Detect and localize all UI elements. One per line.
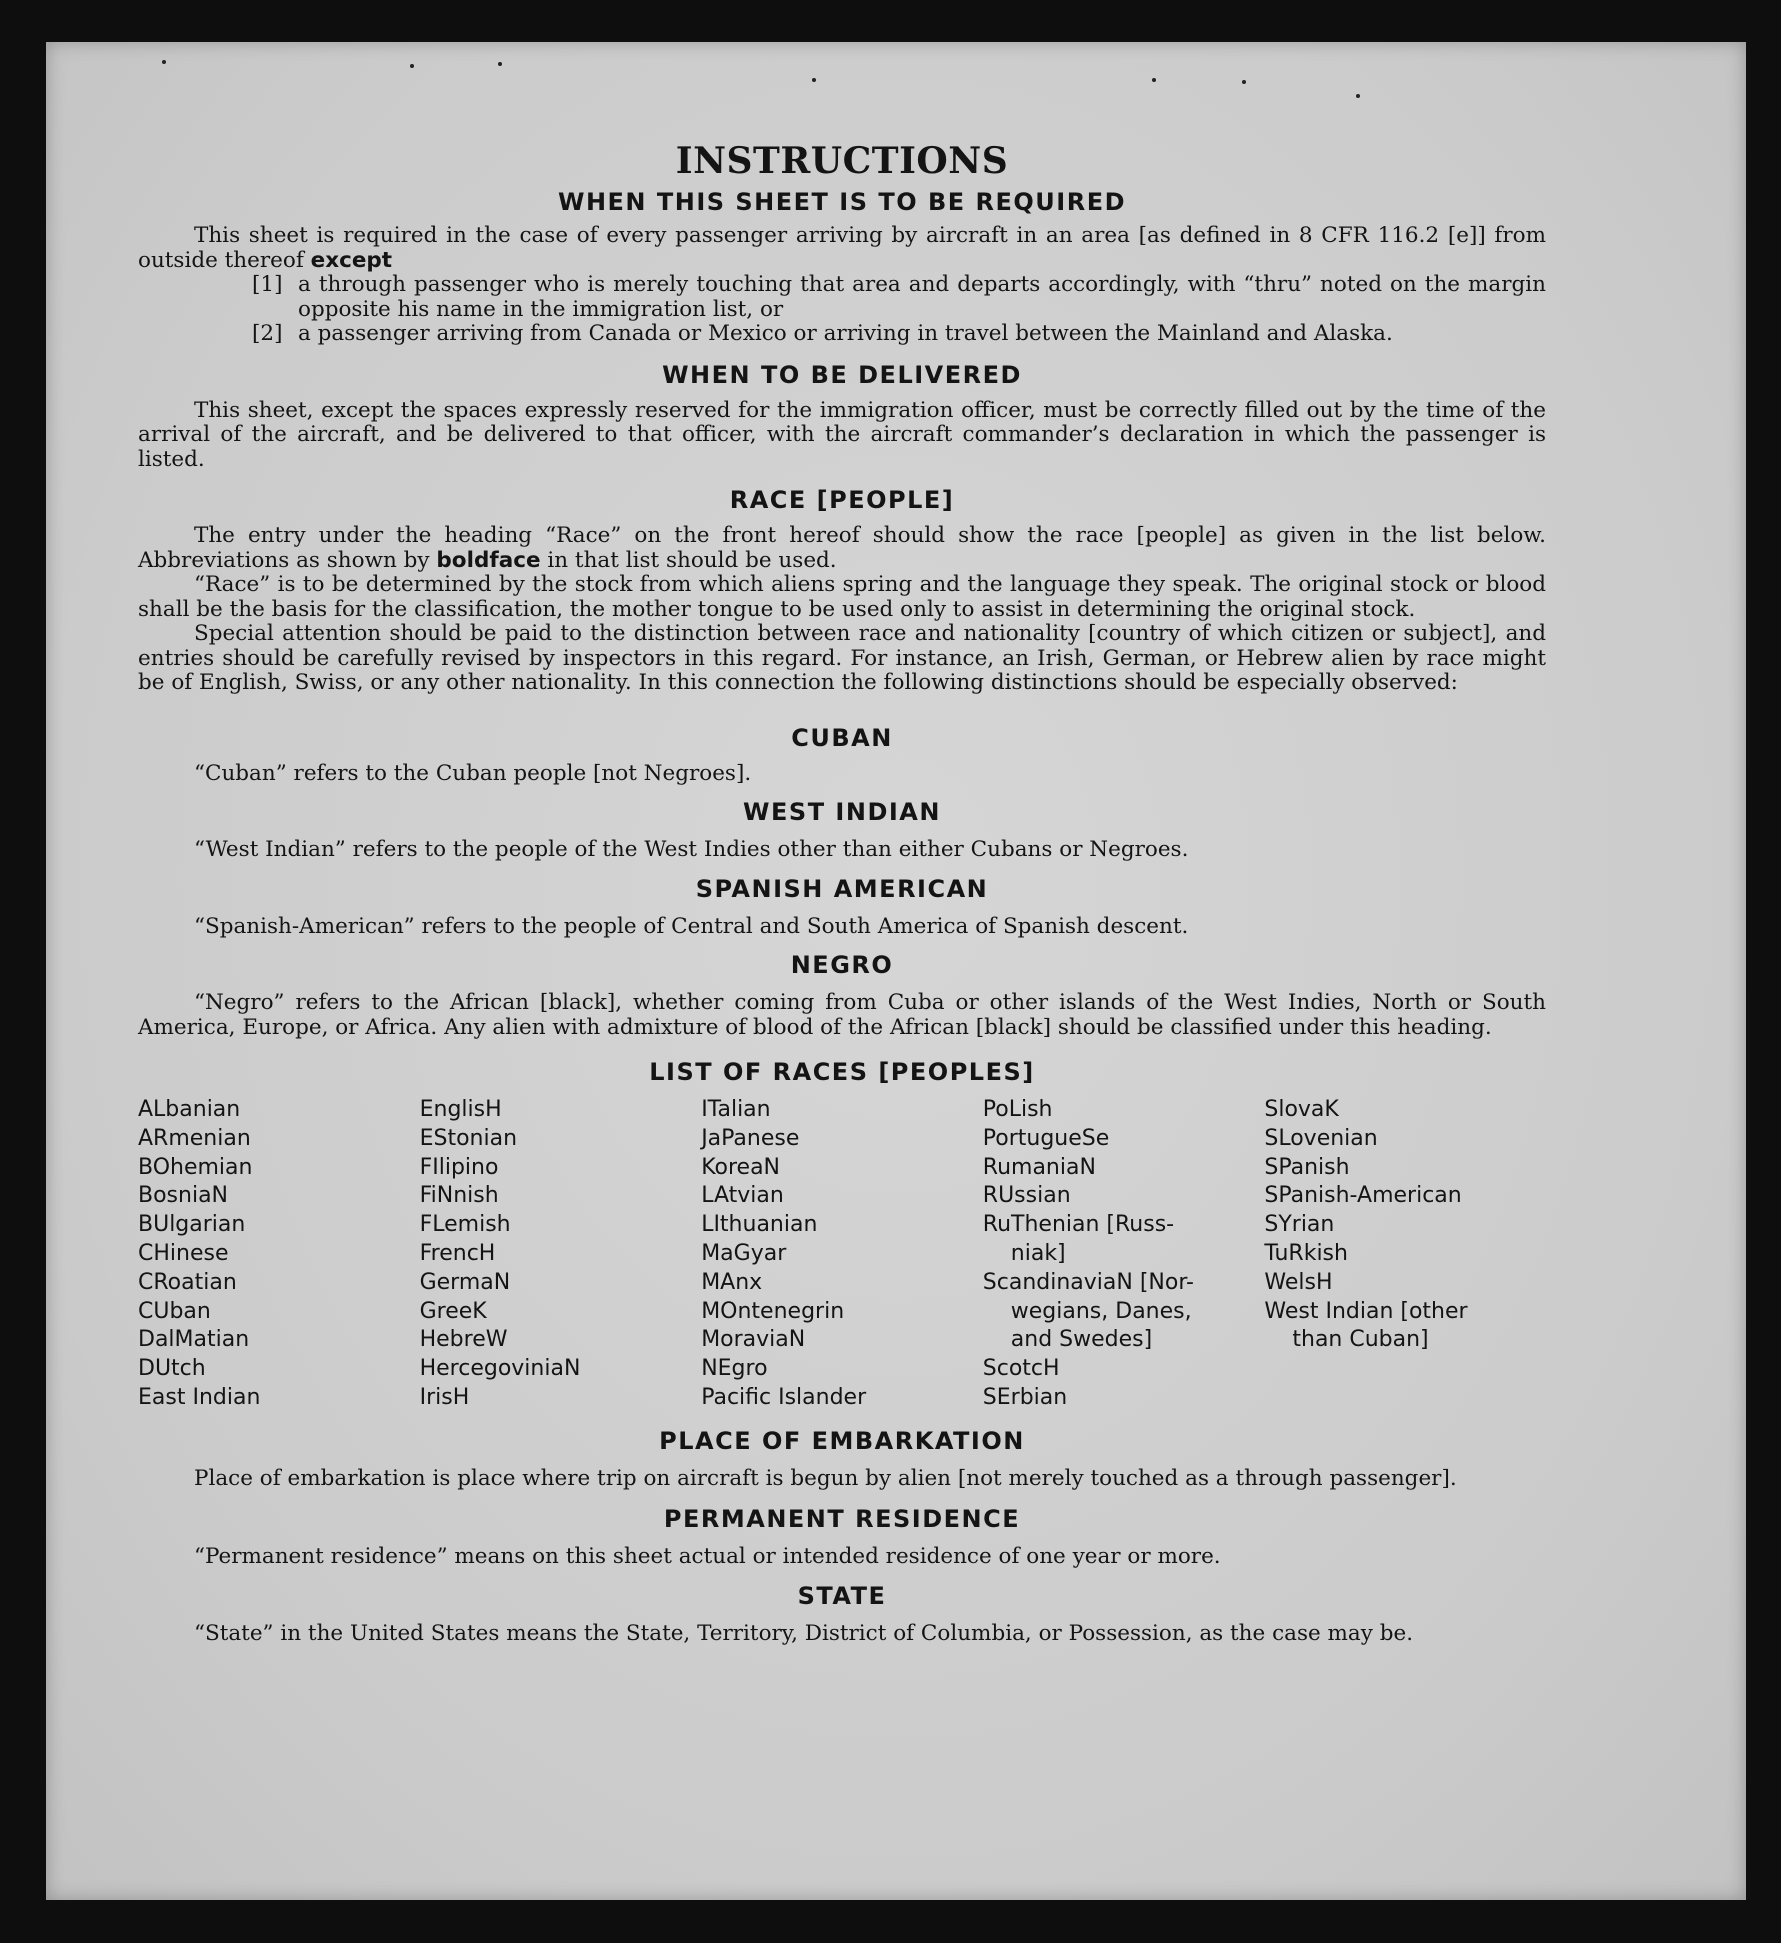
instructions-body (138, 140, 1546, 1646)
list-item (252, 322, 1546, 347)
race-entry: BOhemian (138, 1154, 253, 1180)
heading-when-delivered: WHEN TO BE DELIVERED (662, 360, 1022, 389)
speck (1242, 80, 1246, 84)
race-entry: LAtvian (701, 1183, 784, 1209)
race-entry: ARmenian (138, 1125, 251, 1151)
races-column (138, 1096, 420, 1413)
race-entry: BUlgarian (138, 1212, 246, 1238)
race-entry: WelsH (1264, 1269, 1333, 1295)
race-entry: FrencH (419, 1240, 496, 1266)
race-entry: FLemish (419, 1212, 511, 1238)
race-entry: MaGyar (701, 1240, 787, 1266)
race-entry: JaPanese (701, 1125, 800, 1151)
race-entry: HercegoviniaN (419, 1356, 581, 1382)
cuban-text: “Cuban” refers to the Cuban people [not Negroes]. (194, 760, 752, 786)
residence-text: “Permanent residence” means on this sheet actual or intended residence of one year or more. (194, 1544, 1221, 1570)
state-text: “State” in the United States means the State, Territory, District of Columbia, or Possession, as the case may be. (194, 1620, 1414, 1646)
race-entry: PortugueSe (982, 1125, 1110, 1151)
heading-state: STATE (797, 1581, 887, 1610)
speck (498, 62, 502, 66)
except-word: except (310, 247, 393, 273)
race-entry: PoLish (982, 1097, 1053, 1122)
race-entry: RuThenian [Russ- (982, 1212, 1175, 1238)
race-entry: SPanish (1264, 1154, 1350, 1180)
heading-when-required: WHEN THIS SHEET IS TO BE REQUIRED (557, 188, 1127, 216)
race-entry: MOntenegrin (701, 1298, 845, 1324)
race-entry: NEgro (701, 1356, 768, 1382)
race-entry: CHinese (138, 1240, 229, 1266)
race-entry: ScotcH (982, 1356, 1060, 1382)
heading-race: RACE [PEOPLE] (729, 486, 955, 514)
required-intro-text: This sheet is required in the case of every passenger arriving by aircraft in an area [as defined in 8 CFR 116.2 [e]] from outside thereof (138, 223, 1546, 273)
heading-cuban: CUBAN (791, 723, 893, 752)
page-title: INSTRUCTIONS (675, 140, 1009, 182)
race-p1-end: in that list should be used. (547, 547, 837, 573)
item-text: a passenger arriving from Canada or Mexico or arriving in travel between the Mainland and Alaska. (298, 321, 1393, 346)
race-entry: HebreW (419, 1327, 508, 1353)
speck (1152, 78, 1156, 82)
race-entry: SLovenian (1264, 1125, 1378, 1151)
race-entry: DalMatian (138, 1327, 250, 1353)
race-entry: DUtch (138, 1356, 206, 1382)
heading-list-of-races: LIST OF RACES [PEOPLES] (649, 1058, 1035, 1086)
negro-text: “Negro” refers to the African [black], whether coming from Cuba or other islands of the West Indies, North or South America, Europe, or Africa. Any alien with admixture of blood of the African [black] should be classified under this heading. (138, 990, 1546, 1040)
exception-list (252, 273, 1546, 347)
heading-negro: NEGRO (790, 951, 894, 979)
heading-spanish-american: SPANISH AMERICAN (695, 874, 989, 903)
race-entry: and Swedes] (1010, 1327, 1153, 1353)
boldface-word: boldface (436, 547, 541, 573)
races-column (701, 1096, 983, 1413)
race-entry: CRoatian (138, 1269, 237, 1295)
speck (812, 78, 816, 82)
race-entry: East Indian (138, 1384, 261, 1410)
race-entry: SPanish-American (1264, 1183, 1462, 1209)
spanish-american-text: “Spanish-American” refers to the people of Central and South America of Spanish descent. (194, 913, 1189, 939)
races-column (983, 1096, 1265, 1413)
race-p1-text: The entry under the heading “Race” on the front hereof should show the race [people] as given in the list below. Abbreviations as shown by (138, 523, 1546, 573)
heading-permanent-residence: PERMANENT RESIDENCE (663, 1505, 1021, 1534)
race-entry: ALbanian (138, 1097, 241, 1122)
races-column (420, 1096, 702, 1413)
race-entry: MoraviaN (701, 1327, 806, 1353)
list-item (252, 273, 1546, 322)
race-entry: FIlipino (419, 1154, 499, 1180)
race-entry: RUssian (982, 1183, 1071, 1209)
item-number: [2] (252, 321, 283, 346)
race-entry: Pacific Islander (701, 1384, 867, 1410)
race-entry: wegians, Danes, (1010, 1298, 1192, 1324)
race-entry: RumaniaN (982, 1154, 1096, 1180)
race-entry: LIthuanian (701, 1212, 818, 1238)
race-entry: GreeK (419, 1298, 487, 1324)
races-list (138, 1096, 1546, 1413)
west-indian-text: “West Indian” refers to the people of the West Indies other than either Cubans or Negroes. (194, 837, 1189, 862)
item-number: [1] (252, 272, 283, 297)
race-entry: CUban (138, 1298, 211, 1324)
item-text: a through passenger who is merely touching that area and departs accordingly, with “thru” noted on the margin opposite his name in the immigration list, or (298, 272, 1546, 322)
race-paragraph-3: Special attention should be paid to the distinction between race and nationality [country of which citizen or subject], and entries should be carefully revised by inspectors in this regard. For instance, an Irish, German, or Hebrew alien by race might be of English, Swiss, or any other nationality. In this connection the following distinctions should be especially observed: (138, 621, 1546, 695)
race-entry: MAnx (701, 1269, 763, 1295)
race-entry: EnglisH (419, 1097, 502, 1122)
race-entry: ITalian (701, 1097, 771, 1122)
speck (410, 64, 414, 68)
race-paragraph-1 (138, 524, 1546, 573)
race-entry: IrisH (419, 1384, 470, 1410)
race-entry: SYrian (1264, 1212, 1335, 1238)
speck (162, 60, 166, 64)
required-intro (138, 224, 1546, 273)
race-entry: than Cuban] (1292, 1327, 1429, 1353)
race-entry: ScandinaviaN [Nor- (982, 1269, 1194, 1295)
race-entry: GermaN (419, 1269, 511, 1295)
race-entry: EStonian (419, 1125, 518, 1151)
race-entry: West Indian [other (1264, 1298, 1468, 1324)
race-entry: TuRkish (1264, 1240, 1348, 1266)
heading-embarkation: PLACE OF EMBARKATION (659, 1426, 1025, 1455)
race-entry: FiNnish (419, 1183, 499, 1209)
embarkation-text: Place of embarkation is place where trip on aircraft is begun by alien [not merely touched as a through passenger]. (194, 1465, 1457, 1491)
race-entry: SErbian (982, 1384, 1068, 1410)
race-entry: BosniaN (138, 1183, 229, 1209)
delivered-text: This sheet, except the spaces expressly reserved for the immigration officer, must be correctly filled out by the time of the arrival of the aircraft, and be delivered to that officer, with the aircraft commander’s declaration in which the passenger is listed. (138, 397, 1546, 472)
races-column (1264, 1096, 1546, 1413)
race-entry: KoreaN (701, 1154, 781, 1180)
heading-west-indian: WEST INDIAN (743, 798, 941, 826)
race-paragraph-2: “Race” is to be determined by the stock from which aliens spring and the language they speak. The original stock or blood shall be the basis for the classification, the mother tongue to be used only to assist in determining the original stock. (138, 572, 1546, 622)
speck (1356, 94, 1360, 98)
race-entry: niak] (1010, 1240, 1066, 1266)
race-entry: SlovaK (1264, 1097, 1339, 1122)
document-page (46, 42, 1746, 1900)
